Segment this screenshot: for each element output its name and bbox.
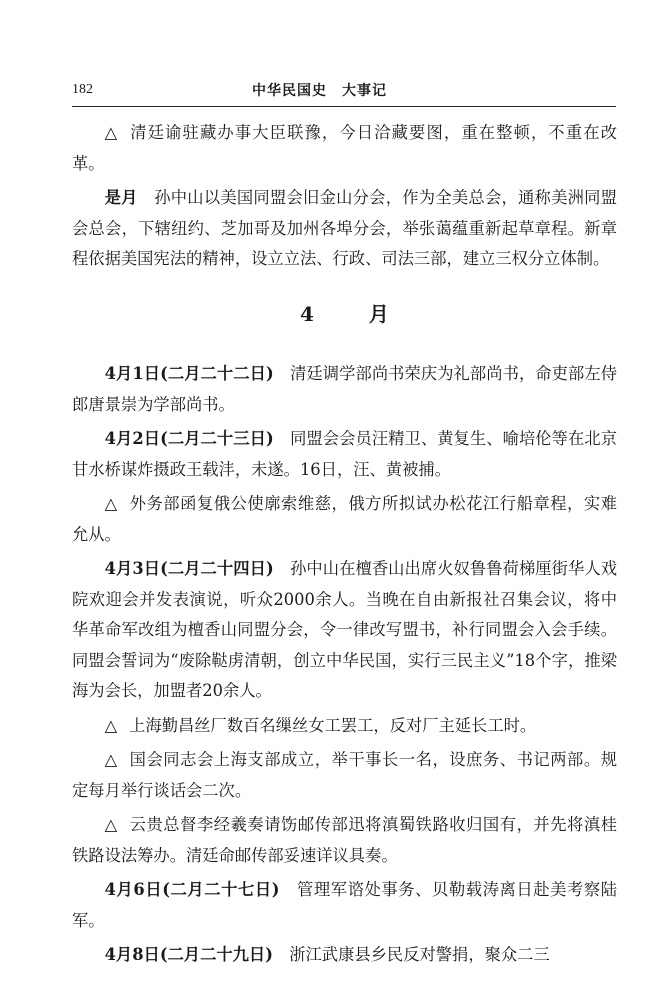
entry bbox=[72, 711, 617, 742]
entry-date: 是月 bbox=[104, 188, 138, 207]
page-number: 182 bbox=[72, 82, 93, 97]
entry-text: 云贵总督李经羲奏请饬邮传部迅将滇蜀铁路收归国有，并先将滇桂铁路设法筹办。清廷命邮传部妥速详议具奏。 bbox=[72, 815, 617, 865]
entry-text: 管理军谘处事务、贝勒载涛离日赴美考察陆军。 bbox=[72, 880, 617, 930]
entry-text: 同盟会会员汪精卫、黄复生、喻培伦等在北京甘水桥谋炸摄政王载沣，未遂。16日，汪、黄被捕。 bbox=[72, 429, 617, 479]
entry bbox=[72, 875, 617, 936]
entry-marker: △ bbox=[104, 815, 118, 834]
entry-text: 清廷调学部尚书荣庆为礼部尚书，命吏部左侍郎唐景崇为学部尚书。 bbox=[72, 364, 617, 414]
entry-date: 4月8日(二月二十九日) bbox=[104, 945, 273, 964]
entry-date: 4月6日(二月二十七日) bbox=[104, 880, 280, 899]
entry-text: 清廷谕驻藏办事大臣联豫，今日洽藏要图，重在整顿，不重在改革。 bbox=[72, 123, 617, 173]
entry-text: 浙江武康县乡民反对警捐，聚众二三 bbox=[289, 945, 550, 964]
entry bbox=[72, 424, 617, 485]
entry-date: 4月2日(二月二十三日) bbox=[104, 429, 274, 448]
entry-text: 孙中山在檀香山出席火奴鲁鲁荷梯厘街华人戏院欢迎会并发表演说，听众2000余人。当晚在自由新报社召集会议，将中华革命军改组为檀香山同盟分会，令一律改写盟书，补行同盟会入会手续。同盟会誓词为“废除鞑虏清朝，创立中华民国，实行三民主义”18个字，推梁海为会长，加盟者20余人。 bbox=[72, 559, 617, 700]
entry-marker: △ bbox=[104, 715, 118, 735]
entry-text: 孙中山以美国同盟会旧金山分会，作为全美总会，通称美洲同盟会总会，下辖纽约、芝加哥及加州各埠分会，举张蔼蕴重新起草章程。新章程依据美国宪法的精神，设立立法、行政、司法三部，建立三权分立体制。 bbox=[72, 188, 617, 268]
entry bbox=[72, 745, 617, 806]
page-body bbox=[72, 118, 617, 975]
entry-date: 4月3日(二月二十四日) bbox=[104, 559, 274, 578]
entry-marker: △ bbox=[104, 494, 118, 513]
entry bbox=[72, 489, 617, 550]
month-heading: 4 月 bbox=[300, 301, 413, 326]
entry bbox=[72, 810, 617, 871]
entry bbox=[72, 118, 617, 179]
entry bbox=[72, 554, 617, 707]
entry bbox=[72, 940, 617, 971]
entry-date: 4月1日(二月二十二日) bbox=[104, 364, 274, 383]
page-header bbox=[72, 80, 616, 107]
entry-marker: △ bbox=[104, 123, 119, 142]
entry bbox=[72, 183, 617, 275]
entry-text: 外务部函复俄公使廓索维慈，俄方所拟试办松花江行船章程，实难允从。 bbox=[72, 494, 617, 544]
entry-marker: △ bbox=[104, 750, 118, 769]
entry-text: 国会同志会上海支部成立，举干事长一名，设庶务、书记两部。规定每月举行谈话会二次。 bbox=[72, 750, 617, 800]
running-title: 中华民国史 大事记 bbox=[252, 83, 387, 99]
entry bbox=[72, 359, 617, 420]
entry-text: 上海勤昌丝厂数百名缫丝女工罢工，反对厂主延长工时。 bbox=[129, 715, 537, 735]
